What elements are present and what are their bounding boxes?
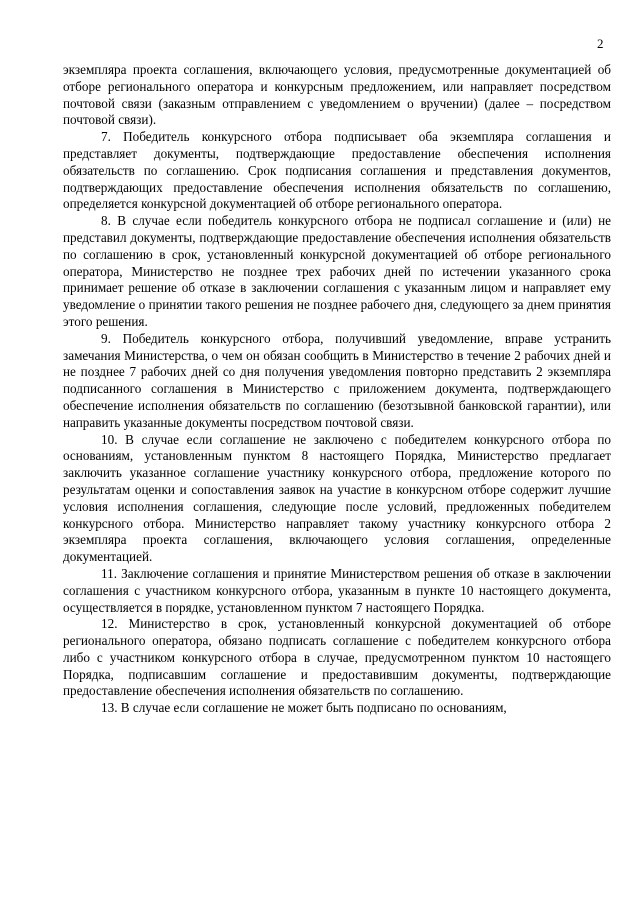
document-body (63, 62, 611, 717)
paragraph-13: 13. В случае если соглашение не может быть подписано по основаниям, (101, 700, 507, 716)
paragraph-7: 7. Победитель конкурсного отбора подписывает оба экземпляра соглашения и представляет документы, подтверждающие предоставление обеспечения исполнения обязательств по соглашению. Срок подписания соглашения и представления документов, подтверждающих предоставление обеспечения исполнения обязательств по соглашению, определяется конкурсной документацией об отборе регионального оператора. (63, 129, 611, 212)
page-number: 2 (597, 36, 604, 51)
paragraph-12: 12. Министерство в срок, установленный конкурсной документацией об отборе регионального оператора, обязано подписать соглашение с победителем конкурсного отбора либо с участником конкурсного отбора в случае, предусмотренном пунктом 10 настоящего Порядка, подписавшим соглашение и предоставившим документы, подтверждающие предоставление обеспечения исполнения обязательств по соглашению. (63, 616, 611, 699)
paragraph-11: 11. Заключение соглашения и принятие Министерством решения об отказе в заключении соглашения с участником конкурсного отбора, указанным в пункте 10 настоящего документа, осуществляется в порядке, установленном пунктом 7 настоящего Порядка. (63, 565, 611, 615)
paragraph-9: 9. Победитель конкурсного отбора, получивший уведомление, вправе устранить замечания Министерства, о чем он обязан сообщить в Министерство в течение 2 рабочих дней и не позднее 7 рабочих дней со дня получения уведомления повторно представить 2 экземпляра подписанного соглашения в Министерство с приложением документа, подтверждающего обеспечение исполнения обязательств по соглашению (безотзывной банковской гарантии), или направить указанные документы посредством почтовой связи. (63, 330, 611, 430)
paragraph-10: 10. В случае если соглашение не заключено с победителем конкурсного отбора по основаниям, установленным пунктом 8 настоящего Порядка, Министерство предлагает заключить указанное соглашение участнику конкурсного отбора, предложение которого по результатам оценки и сопоставления заявок на участие в конкурсном отборе содержит лучшие условия исполнения соглашения, следующие после условий, предложенных победителем конкурсного отбора. Министерство направляет такому участнику конкурсного отбора 2 экземпляра проекта соглашения, включающего условия соглашения, определенные документацией. (63, 431, 611, 565)
paragraph-continuation: экземпляра проекта соглашения, включающего условия, предусмотренные документацией об отборе регионального оператора и конкурсным предложением, или направляет посредством почтовой связи (заказным отправлением с уведомлением о вручении) (далее – посредством почтовой связи). (63, 62, 611, 128)
paragraph-8: 8. В случае если победитель конкурсного отбора не подписал соглашение и (или) не представил документы, подтверждающие предоставление обеспечения исполнения обязательств по соглашению в срок, установленный конкурсной документацией об отборе регионального оператора, Министерство не позднее трех рабочих дней по истечении указанного срока принимает решение об отказе в заключении соглашения с указанным лицом и направляет ему уведомление о принятии такого решения не позднее рабочего дня, следующего за днем принятия этого решения. (63, 213, 611, 329)
